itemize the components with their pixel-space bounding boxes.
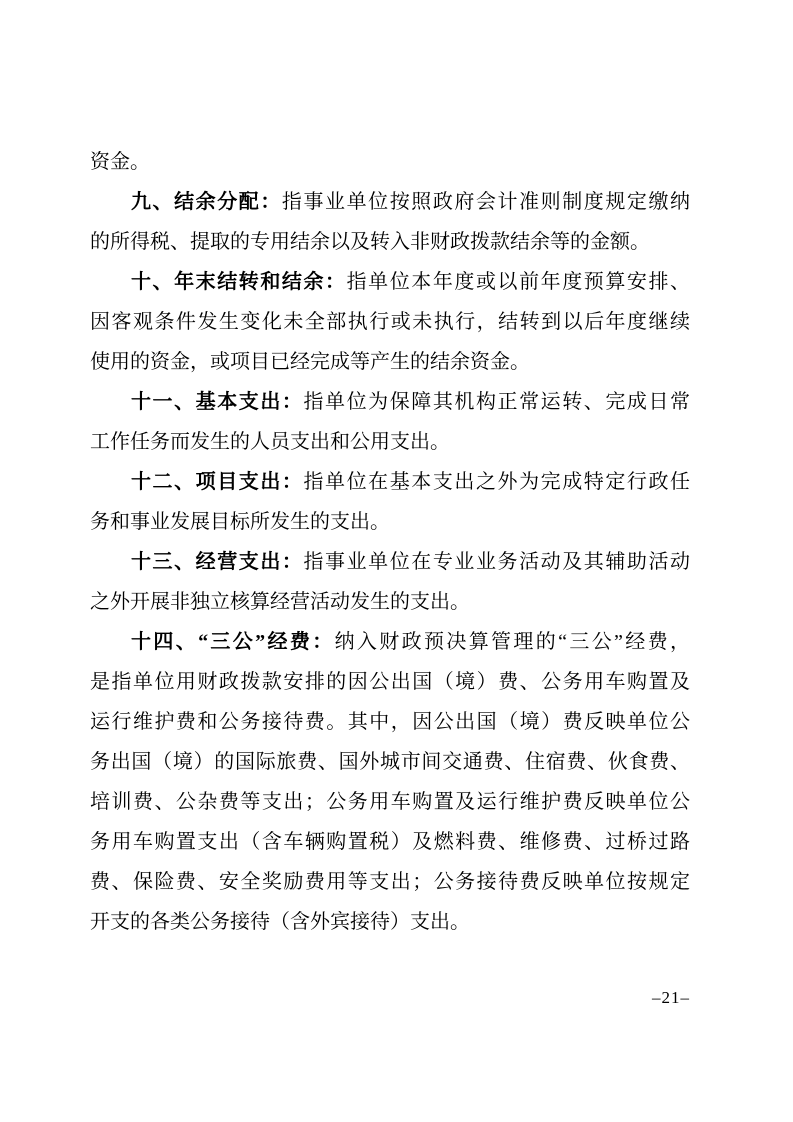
line-heading: 十一、基本支出：: [131, 391, 304, 413]
line-text: 指单位为保障其机构正常运转、完成日常: [303, 391, 690, 413]
line-text: 费、保险费、安全奖励费用等支出；公务接待费反映单位按规定: [90, 871, 690, 893]
text-line: [90, 702, 690, 742]
text-line: [90, 142, 690, 182]
text-line: [90, 742, 690, 782]
text-line: [90, 582, 690, 622]
line-text: 指事业单位在专业业务活动及其辅助活动: [303, 551, 690, 573]
line-text: 务出国（境）的国际旅费、国外城市间交通费、住宿费、伙食费、: [90, 751, 690, 773]
page-number: –21–: [652, 988, 690, 1007]
text-line: [90, 902, 690, 942]
line-text: 资金。: [90, 151, 150, 173]
text-line: [90, 662, 690, 702]
text-line: [90, 182, 690, 222]
text-line: [90, 502, 690, 542]
line-heading: 十二、项目支出：: [131, 471, 304, 493]
line-text: 使用的资金，或项目已经完成等产生的结余资金。: [90, 351, 530, 373]
line-text: 纳入财政预决算管理的“三公”经费，: [334, 631, 690, 653]
document-body: [90, 142, 690, 942]
line-text: 开支的各类公务接待（含外宾接待）支出。: [90, 911, 470, 933]
text-line: [90, 462, 690, 502]
line-text: 指事业单位按照政府会计准则制度规定缴纳: [281, 191, 690, 213]
line-heading: 九、结余分配：: [131, 191, 282, 213]
text-line: [90, 862, 690, 902]
text-line: [90, 222, 690, 262]
text-line: [90, 302, 690, 342]
line-text: 之外开展非独立核算经营活动发生的支出。: [90, 591, 470, 613]
line-text: 务和事业发展目标所发生的支出。: [90, 511, 390, 533]
text-line: [90, 382, 690, 422]
line-text: 培训费、公杂费等支出；公务用车购置及运行维护费反映单位公: [90, 791, 690, 813]
line-text: 指单位本年度或以前年度预算安排、: [346, 271, 690, 293]
text-line: [90, 342, 690, 382]
text-line: [90, 822, 690, 862]
text-line: [90, 542, 690, 582]
text-line: [90, 422, 690, 462]
line-text: 是指单位用财政拨款安排的因公出国（境）费、公务用车购置及: [90, 671, 690, 693]
line-text: 运行维护费和公务接待费。其中，因公出国（境）费反映单位公: [90, 711, 690, 733]
line-text: 因客观条件发生变化未全部执行或未执行，结转到以后年度继续: [90, 311, 690, 333]
text-line: [90, 262, 690, 302]
line-text: 的所得税、提取的专用结余以及转入非财政拨款结余等的金额。: [90, 231, 650, 253]
line-heading: 十四、“三公”经费：: [131, 631, 335, 653]
text-line: [90, 622, 690, 662]
line-heading: 十、年末结转和结余：: [131, 271, 347, 293]
line-heading: 十三、经营支出：: [131, 551, 304, 573]
line-text: 指单位在基本支出之外为完成特定行政任: [303, 471, 690, 493]
line-text: 工作任务而发生的人员支出和公用支出。: [90, 431, 450, 453]
text-line: [90, 782, 690, 822]
line-text: 务用车购置支出（含车辆购置税）及燃料费、维修费、过桥过路: [90, 831, 690, 853]
